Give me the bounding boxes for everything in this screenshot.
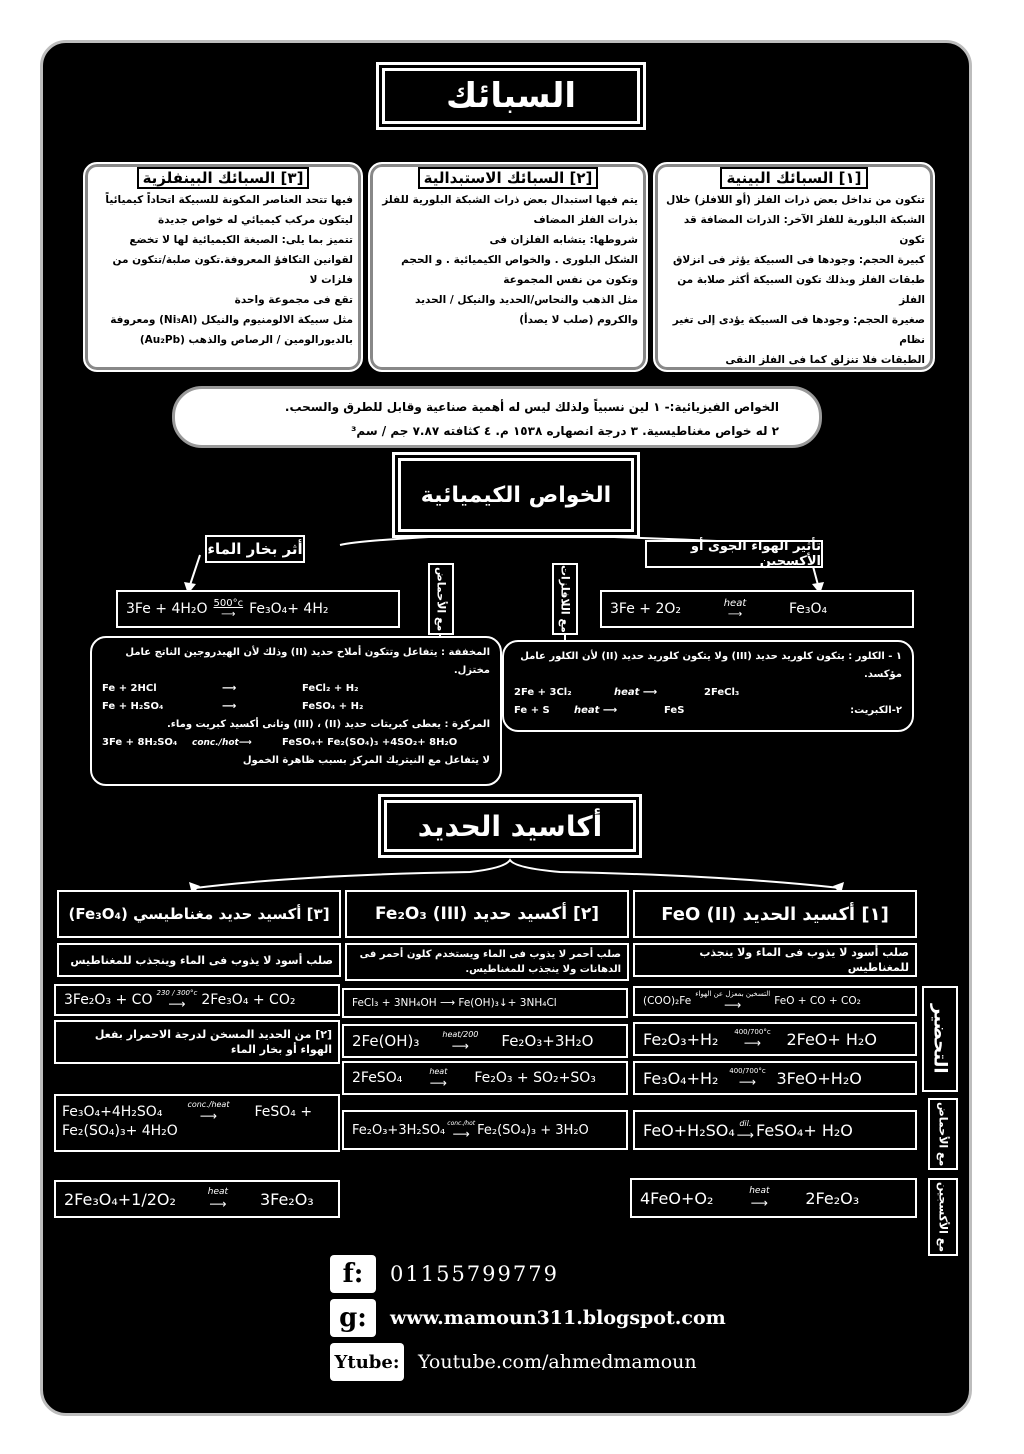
eq-lhs: FeO+H₂SO₄: [643, 1120, 735, 1140]
eq-lhs: Fe₂O₃+H₂: [643, 1029, 719, 1049]
label-preparation: [922, 986, 958, 1092]
fe2o3-acid: [342, 1110, 628, 1150]
eq-arrow: [695, 990, 770, 1012]
nonmetals-box: [502, 640, 914, 732]
card-head: [663, 168, 925, 188]
eq-rhs: 2FeCl₃: [704, 687, 740, 698]
acids-conc-text: المركزة : يعطى كبريتات حديد (II) ، (III) وثانى أكسيد كبريت وماء.: [167, 719, 490, 730]
fe3o4-acid-line-1: [62, 1100, 332, 1123]
eq-arrow: [722, 1028, 782, 1050]
arrow-icon: ⟶: [222, 701, 237, 712]
card-line: الطبقات فلا تنزلق كما فى الفلز النقى: [725, 354, 925, 366]
card-line: طبقات الفلز وبذلك تكون السبيكة أكثر صلابة من الفلز: [677, 274, 925, 306]
sulfur-text: ٢-الكبريت:: [850, 705, 902, 716]
label-steam-text: أثر بخار الماء: [207, 540, 303, 558]
arrow-icon: ⟶: [199, 1109, 218, 1123]
fe3o4-acid-line-2: Fe₂(SO₄)₃+ 4H₂O: [62, 1123, 178, 1139]
card-line: تقع فى مجموعة واحدة: [234, 294, 353, 306]
oxide-head-text: [٢] أكسيد حديد (III) Fe₂O₃: [375, 904, 599, 924]
feo-prep-1: [633, 986, 917, 1016]
eq-arrow: [722, 1067, 772, 1089]
oxide-head-fe3o4: [57, 890, 341, 938]
arrow-icon: ⟶: [168, 997, 186, 1011]
eq-lhs: 2Fe(OH)₃: [352, 1032, 420, 1050]
eq-lhs: Fe₃O₄+4H₂SO₄: [62, 1103, 163, 1120]
contact-youtube: [330, 1342, 750, 1382]
label-acids-text: مع الأحماض: [434, 566, 448, 632]
eq-rhs: FeSO₄ +: [254, 1103, 313, 1120]
arrow-icon: ⟶: [429, 1075, 447, 1090]
alloy-card-substitutional: [368, 162, 648, 372]
arrow-icon: ⟶: [642, 687, 658, 698]
eq-arrow: [408, 1067, 468, 1090]
fe3o4-oxygen: [54, 1180, 340, 1218]
oxide-head-text: [١] أكسيد الحديد (II) FeO: [661, 903, 889, 925]
arrow-icon: ⟶: [738, 1075, 757, 1089]
oxide-desc-fe3o4: [57, 943, 341, 977]
eq-condition: heat: [749, 1186, 770, 1196]
feo-prep-3: [633, 1061, 917, 1095]
label-steam: [205, 535, 305, 563]
card-line: بالديورالومين / الرصاص والذهب (Au₂Pb): [139, 334, 353, 346]
acids-dilute-text: المخففة : يتفاعل وتتكون أملاح حديد (II) وذلك لأن الهيدروجين الناتج عامل مختزل.: [125, 647, 490, 676]
eq-condition-arrow: [574, 702, 664, 720]
feo-acid: [633, 1110, 917, 1150]
acids-note: لا يتفاعل مع النيتريك المركز بسبب ظاهرة الخمول: [242, 755, 490, 766]
eq-arrow: [425, 1030, 495, 1053]
fe3o4-prep-2: [54, 1020, 340, 1064]
label-air-text: تأثير الهواء الجوى أو الأكسجين: [690, 539, 821, 569]
eq-rhs: 3FeO+H₂O: [776, 1068, 862, 1088]
oxide-desc-text: صلب أسود لا يذوب فى الماء ولا ينجذب للمغناطيس: [699, 946, 909, 974]
eq-lhs: Fe₂O₃+3H₂SO₄: [352, 1122, 446, 1138]
card-line: يتم فيها استبدال بعض ذرات الشبكة البلورية للفلز: [382, 194, 638, 206]
eq-arrow: [168, 1100, 248, 1123]
eq-lhs: 2Fe + 3Cl₂: [514, 687, 572, 698]
fe2o3-prep-1: [342, 988, 628, 1018]
label-with-oxygen: [928, 1178, 958, 1256]
chlorine-text: ١ - الكلور : يتكون كلوريد حديد (III) ولا يتكون كلوريد حديد (II) لأن الكلور عامل مؤكسد.: [520, 651, 902, 680]
card-head-text: [١] السبائك البينية: [720, 167, 867, 189]
eq-condition: conc./hot: [447, 1119, 476, 1127]
card-line: ليتكون مركب كيميائي له خواص جديدة: [158, 214, 353, 226]
eq-condition: heat: [429, 1066, 448, 1076]
eq-condition: 230 / 300°c: [156, 989, 198, 997]
arrow-icon: ⟶: [452, 1126, 470, 1141]
card-line: فيها تتحد العناصر المكونة للسبيكة اتحاداً كيميائياً: [105, 194, 353, 206]
eq-condition: heat: [723, 598, 747, 609]
eq-arrow: [214, 598, 244, 620]
eq-rhs: Fe₃O₄+ 4H₂: [249, 601, 329, 617]
eq-rhs: FeO + CO + CO₂: [774, 995, 861, 1007]
eq-rhs: 2Fe₃O₄ + CO₂: [201, 992, 296, 1008]
nonmetal-eq1: [514, 684, 902, 702]
eq-rhs: FeCl₂ + H₂: [302, 683, 359, 694]
label-nonmetals-text: مع اللافلزات: [558, 565, 572, 633]
eq-condition: التسخين بمعزل عن الهواء: [695, 990, 771, 998]
eq-arrow: [188, 1187, 248, 1211]
eq-lhs: Fe₃O₄+H₂: [643, 1068, 719, 1088]
eq-condition: 500°c: [213, 598, 244, 609]
card-line: كبيرة الحجم: وجودها فى السبيكة يؤثر فى انزلاق: [673, 254, 925, 266]
card-line: مثل سبيكة الالومنيوم والنيكل (Ni₃Al) ومعروفة: [110, 314, 353, 326]
feo-prep-2: [633, 1022, 917, 1056]
google-icon-text: g:: [339, 1303, 367, 1333]
card-line: شروطها: يتشابه الفلزان فى: [489, 234, 638, 246]
eq-lhs: 3Fe + 4H₂O: [126, 601, 208, 617]
acids-eq2: [102, 698, 490, 716]
eq-rhs: 3Fe₂O₃: [259, 1189, 314, 1209]
label-with-oxygen-text: مع الأكسجين: [936, 1181, 950, 1253]
eq-arrow: [156, 989, 197, 1011]
eq-lhs: Fe + 2HCl: [102, 683, 157, 694]
fe3o4-acid: [54, 1094, 340, 1152]
eq-condition: heat: [614, 687, 640, 698]
arrow-icon: ⟶: [451, 1038, 469, 1053]
fe2o3-prep-2: [342, 1024, 628, 1058]
eq-rhs: Fe₂O₃ + SO₂+SO₃: [474, 1070, 596, 1086]
eq-rhs: 2FeO+ H₂O: [786, 1029, 877, 1049]
contact-blog: [330, 1298, 750, 1338]
acids-eq1: [102, 680, 490, 698]
equation-steam: [116, 590, 400, 628]
label-preparation-text: التحضير: [929, 1004, 951, 1074]
eq-condition: 400/700°c: [734, 1028, 771, 1036]
equation-air: [600, 590, 914, 628]
card-line: صغيرة الحجم: وجودها فى السبيكة يؤدى إلى تغير نظام: [672, 314, 925, 346]
eq-condition: heat: [574, 705, 600, 716]
acids-box: [90, 636, 502, 786]
eq-arrow: [729, 1186, 789, 1210]
eq-condition-arrow: [192, 734, 282, 752]
eq-rhs: FeSO₄ + H₂: [302, 701, 364, 712]
card-line: وتكون من نفس المجموعة: [503, 274, 638, 286]
card-head: [93, 168, 353, 188]
oxide-head-feo: [633, 890, 917, 938]
eq-condition-arrow: [614, 684, 704, 702]
eq-lhs: 2FeSO₄: [352, 1070, 403, 1086]
eq-rhs: 2Fe₂O₃: [805, 1188, 860, 1208]
oxides-title-text: أكاسيد الحديد: [417, 809, 603, 843]
oxide-desc-feo: [633, 943, 917, 977]
card-head-text: [٢] السبائك الاستبدالية: [418, 167, 599, 189]
arrow-icon: ⟶: [602, 705, 618, 716]
nonmetal-row2: [514, 702, 902, 720]
eq-arrow: [737, 1119, 754, 1142]
eq-lhs: 3Fe + 2O₂: [610, 601, 681, 617]
card-head: [378, 168, 638, 188]
label-acids: [428, 563, 454, 635]
arrow-icon: ⟶: [222, 683, 237, 694]
arrow-icon: ⟶: [727, 609, 743, 620]
card-line: مثل الذهب والنحاس/الحديد والنيكل / الحديد: [415, 294, 638, 306]
eq-condition: heat: [207, 1187, 229, 1197]
blog-link[interactable]: www.mamoun311.blogspot.com: [390, 1307, 726, 1329]
oxides-title: [384, 800, 636, 852]
youtube-icon[interactable]: [330, 1343, 404, 1381]
card-head-text: [٣] السبائك البينفلزية: [137, 167, 310, 189]
eq-lhs: 3Fe + 8H₂SO₄: [102, 737, 178, 748]
chemical-properties-title: [398, 458, 634, 532]
card-line: الشكل البلورى . والخواص الكيميائية . و الحجم: [401, 254, 638, 266]
oxide-desc-text: صلب أسود لا يذوب فى الماء وينجذب للمغناطيس: [70, 953, 333, 967]
fe2o3-prep-3: [342, 1061, 628, 1095]
page-title-text: السبائك: [445, 76, 577, 116]
arrow-icon: ⟶: [221, 609, 236, 620]
eq-condition: heat/200: [442, 1029, 479, 1039]
arrow-icon: ⟶: [724, 998, 742, 1012]
youtube-link[interactable]: Youtube.com/ahmedmamoun: [418, 1351, 697, 1373]
eq-rhs: FeSO₄+ Fe₂(SO₄)₃ +4SO₂+ 8H₂O: [282, 737, 458, 748]
eq-lhs: Fe + H₂SO₄: [102, 701, 164, 712]
alloy-card-interstitial: [653, 162, 935, 372]
physical-line-1: الخواص الفيزيائية:- ١ لين نسبياً ولذلك ليس له أهمية صناعية وقابل للطرق والسحب.: [284, 400, 779, 414]
eq-text: FeCl₃ + 3NH₄OH ⟶ Fe(OH)₃↓+ 3NH₄Cl: [352, 997, 557, 1009]
phone-text: 01155799779: [390, 1262, 559, 1286]
oxide-head-text: [٣] أكسيد حديد مغناطيسي (Fe₃O₄): [68, 905, 330, 923]
card-line: الشبكة البلورية للفلز الآخر: الذرات المضافة قد تكون: [683, 214, 925, 246]
eq-lhs: 3Fe₂O₃ + CO: [64, 992, 153, 1008]
nonmetal-eq2: [514, 702, 684, 720]
card-line: بذرات الفلز المضاف: [533, 214, 638, 226]
google-plus-icon[interactable]: [330, 1299, 376, 1337]
youtube-icon-text: Ytube:: [334, 1351, 400, 1373]
acids-eq3: [102, 734, 490, 752]
card-line: والكروم (صلب لا يصدأ): [519, 314, 638, 326]
eq-rhs: FeSO₄+ H₂O: [755, 1120, 853, 1140]
eq-arrow: [695, 598, 775, 620]
eq-condition: 400/700°c: [729, 1067, 766, 1075]
eq-condition: dil.: [739, 1118, 752, 1128]
arrow-icon: ⟶: [743, 1036, 762, 1050]
oxide-desc-fe2o3: [345, 943, 629, 981]
facebook-icon-text: f:: [342, 1259, 364, 1289]
oxide-desc-text: صلب أحمر لا يذوب فى الماء ويستخدم كلون أحمر فى الدهانات ولا ينجذب للمغناطيس.: [359, 949, 621, 975]
oxide-head-fe2o3: [345, 890, 629, 938]
page-title: [382, 68, 640, 124]
eq-condition: conc./heat: [187, 1100, 230, 1109]
card-line: لقوانين التكافؤ المعروفة.تكون صلبة/تتكون من فلزات لا: [112, 254, 353, 286]
eq-rhs: Fe₂(SO₄)₃ + 3H₂O: [477, 1122, 589, 1138]
eq-lhs: (COO)₂Fe: [643, 995, 692, 1007]
label-with-acids-text: مع الأحماض: [936, 1101, 950, 1167]
card-line: تتميز بما يلى: الصيغة الكيميائية لها لا تخضع: [129, 234, 353, 246]
eq-arrow: [447, 1120, 475, 1141]
fe3o4-prep-1: [54, 984, 340, 1016]
card-line: [663, 370, 925, 372]
physical-properties: [172, 386, 822, 448]
label-with-acids: [928, 1098, 958, 1170]
eq-rhs: Fe₂O₃+3H₂O: [501, 1032, 594, 1050]
eq-lhs: Fe + S: [514, 705, 550, 716]
feo-oxygen: [630, 1178, 917, 1218]
eq-lhs: 4FeO+O₂: [640, 1188, 714, 1208]
eq-rhs: Fe₃O₄: [788, 601, 828, 617]
eq-condition: conc./hot: [192, 738, 239, 748]
label-nonmetals: [552, 563, 578, 635]
eq-rhs: FeS: [664, 705, 685, 716]
physical-line-2: ٢ له خواص مغناطيسية. ٣ درجة انصهاره ١٥٣٨ م. ٤ كثافته ٧.٨٧ جم / سم³: [351, 424, 779, 438]
arrow-icon: ⟶: [750, 1196, 768, 1210]
card-line: تتكون من تداخل بعض ذرات الفلز (أو اللافلز) خلال: [666, 194, 925, 206]
arrow-icon: ⟶: [736, 1127, 754, 1142]
prep-2-text: [٢] من الحديد المسخن لدرجة الاحمرار بفعل الهواء أو بخار الماء: [94, 1028, 332, 1056]
arrow-icon: ⟶: [209, 1197, 227, 1211]
facebook-icon[interactable]: [330, 1255, 376, 1293]
chemical-title-text: الخواص الكيميائية: [420, 482, 612, 508]
label-air: [645, 540, 823, 568]
arrow-icon: ⟶: [238, 738, 252, 748]
alloy-card-intermetallic: [83, 162, 363, 372]
contact-phone: [330, 1254, 730, 1294]
eq-lhs: 2Fe₃O₄+1/2O₂: [64, 1189, 176, 1209]
